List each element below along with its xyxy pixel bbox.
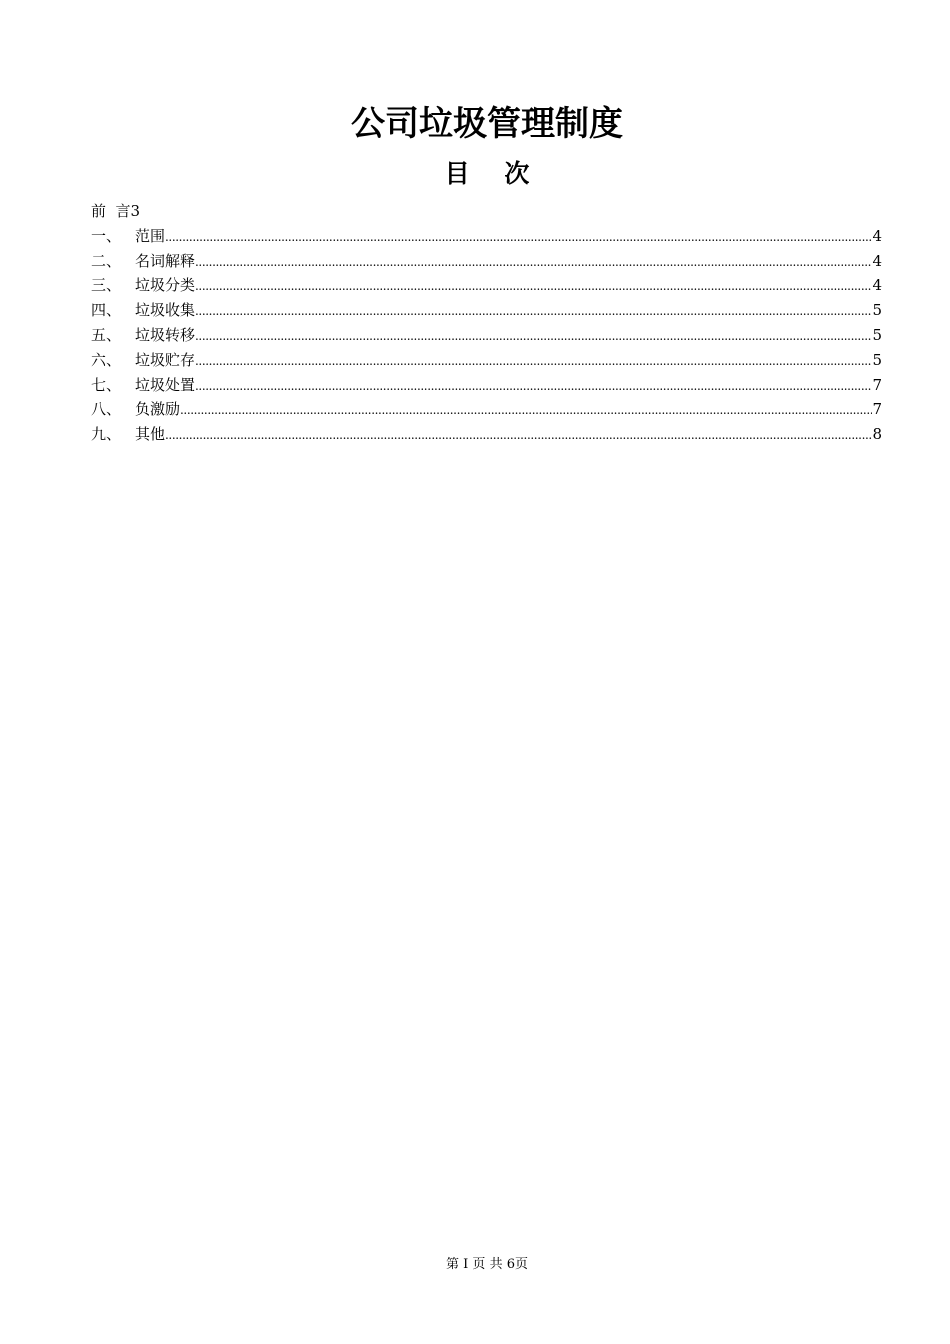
- toc-entry[interactable]: [91, 373, 882, 398]
- toc-dot-leader: [165, 423, 872, 448]
- document-title: 公司垃圾管理制度: [351, 104, 623, 144]
- toc-entry-page: 5: [872, 350, 882, 369]
- toc-entry-page: 7: [872, 375, 882, 394]
- toc-entry-page: 4: [872, 251, 882, 270]
- toc-entry-number: 四、: [91, 301, 122, 320]
- toc-entry-number: 二、: [91, 251, 122, 270]
- toc-dot-leader: [195, 250, 872, 275]
- toc-dot-leader: [195, 374, 872, 399]
- toc-entry-label: 垃圾贮存: [135, 350, 196, 369]
- toc-dot-leader: [165, 225, 872, 250]
- toc-dot-leader: [195, 349, 872, 374]
- toc-foreword-entry[interactable]: 前 言3: [91, 202, 141, 220]
- page-footer: 第 I 页 共 6页: [446, 1257, 528, 1272]
- toc-entry-number: 六、: [91, 350, 122, 369]
- toc-entry-number: 九、: [91, 425, 122, 444]
- toc-entry-label: 范围: [135, 226, 166, 245]
- toc-entry-label: 名词解释: [135, 251, 196, 270]
- toc-entry-page: 5: [872, 301, 882, 320]
- toc-entry-number: 五、: [91, 325, 122, 344]
- toc-entry-page: 8: [872, 425, 882, 444]
- toc-dot-leader: [195, 299, 872, 324]
- toc-entry-number: 八、: [91, 400, 122, 419]
- toc-entry[interactable]: [91, 323, 882, 348]
- toc-entry[interactable]: [91, 348, 882, 373]
- toc-dot-leader: [180, 398, 872, 423]
- toc-entry-label: 垃圾处置: [135, 375, 196, 394]
- toc-heading: 目 次: [444, 159, 530, 188]
- table-of-contents: [91, 199, 882, 447]
- toc-entry-page: 5: [872, 325, 882, 344]
- toc-entry-page: 4: [872, 226, 882, 245]
- toc-entry-page: 4: [872, 276, 882, 295]
- toc-entry[interactable]: [91, 422, 882, 447]
- toc-entry-label: 垃圾收集: [135, 301, 196, 320]
- toc-entry-number: 三、: [91, 276, 122, 295]
- toc-entry[interactable]: [91, 249, 882, 274]
- toc-entry[interactable]: [91, 273, 882, 298]
- toc-entry-number: 七、: [91, 375, 122, 394]
- toc-entry-page: 7: [872, 400, 882, 419]
- toc-entry-number: 一、: [91, 226, 122, 245]
- toc-entry-label: 负激励: [135, 400, 181, 419]
- toc-dot-leader: [195, 274, 872, 299]
- toc-entry[interactable]: [91, 224, 882, 249]
- toc-entry-label: 垃圾转移: [135, 325, 196, 344]
- toc-entry[interactable]: [91, 397, 882, 422]
- toc-entry[interactable]: [91, 298, 882, 323]
- toc-entry-label: 其他: [135, 425, 166, 444]
- toc-dot-leader: [195, 324, 872, 349]
- toc-entry-label: 垃圾分类: [135, 276, 196, 295]
